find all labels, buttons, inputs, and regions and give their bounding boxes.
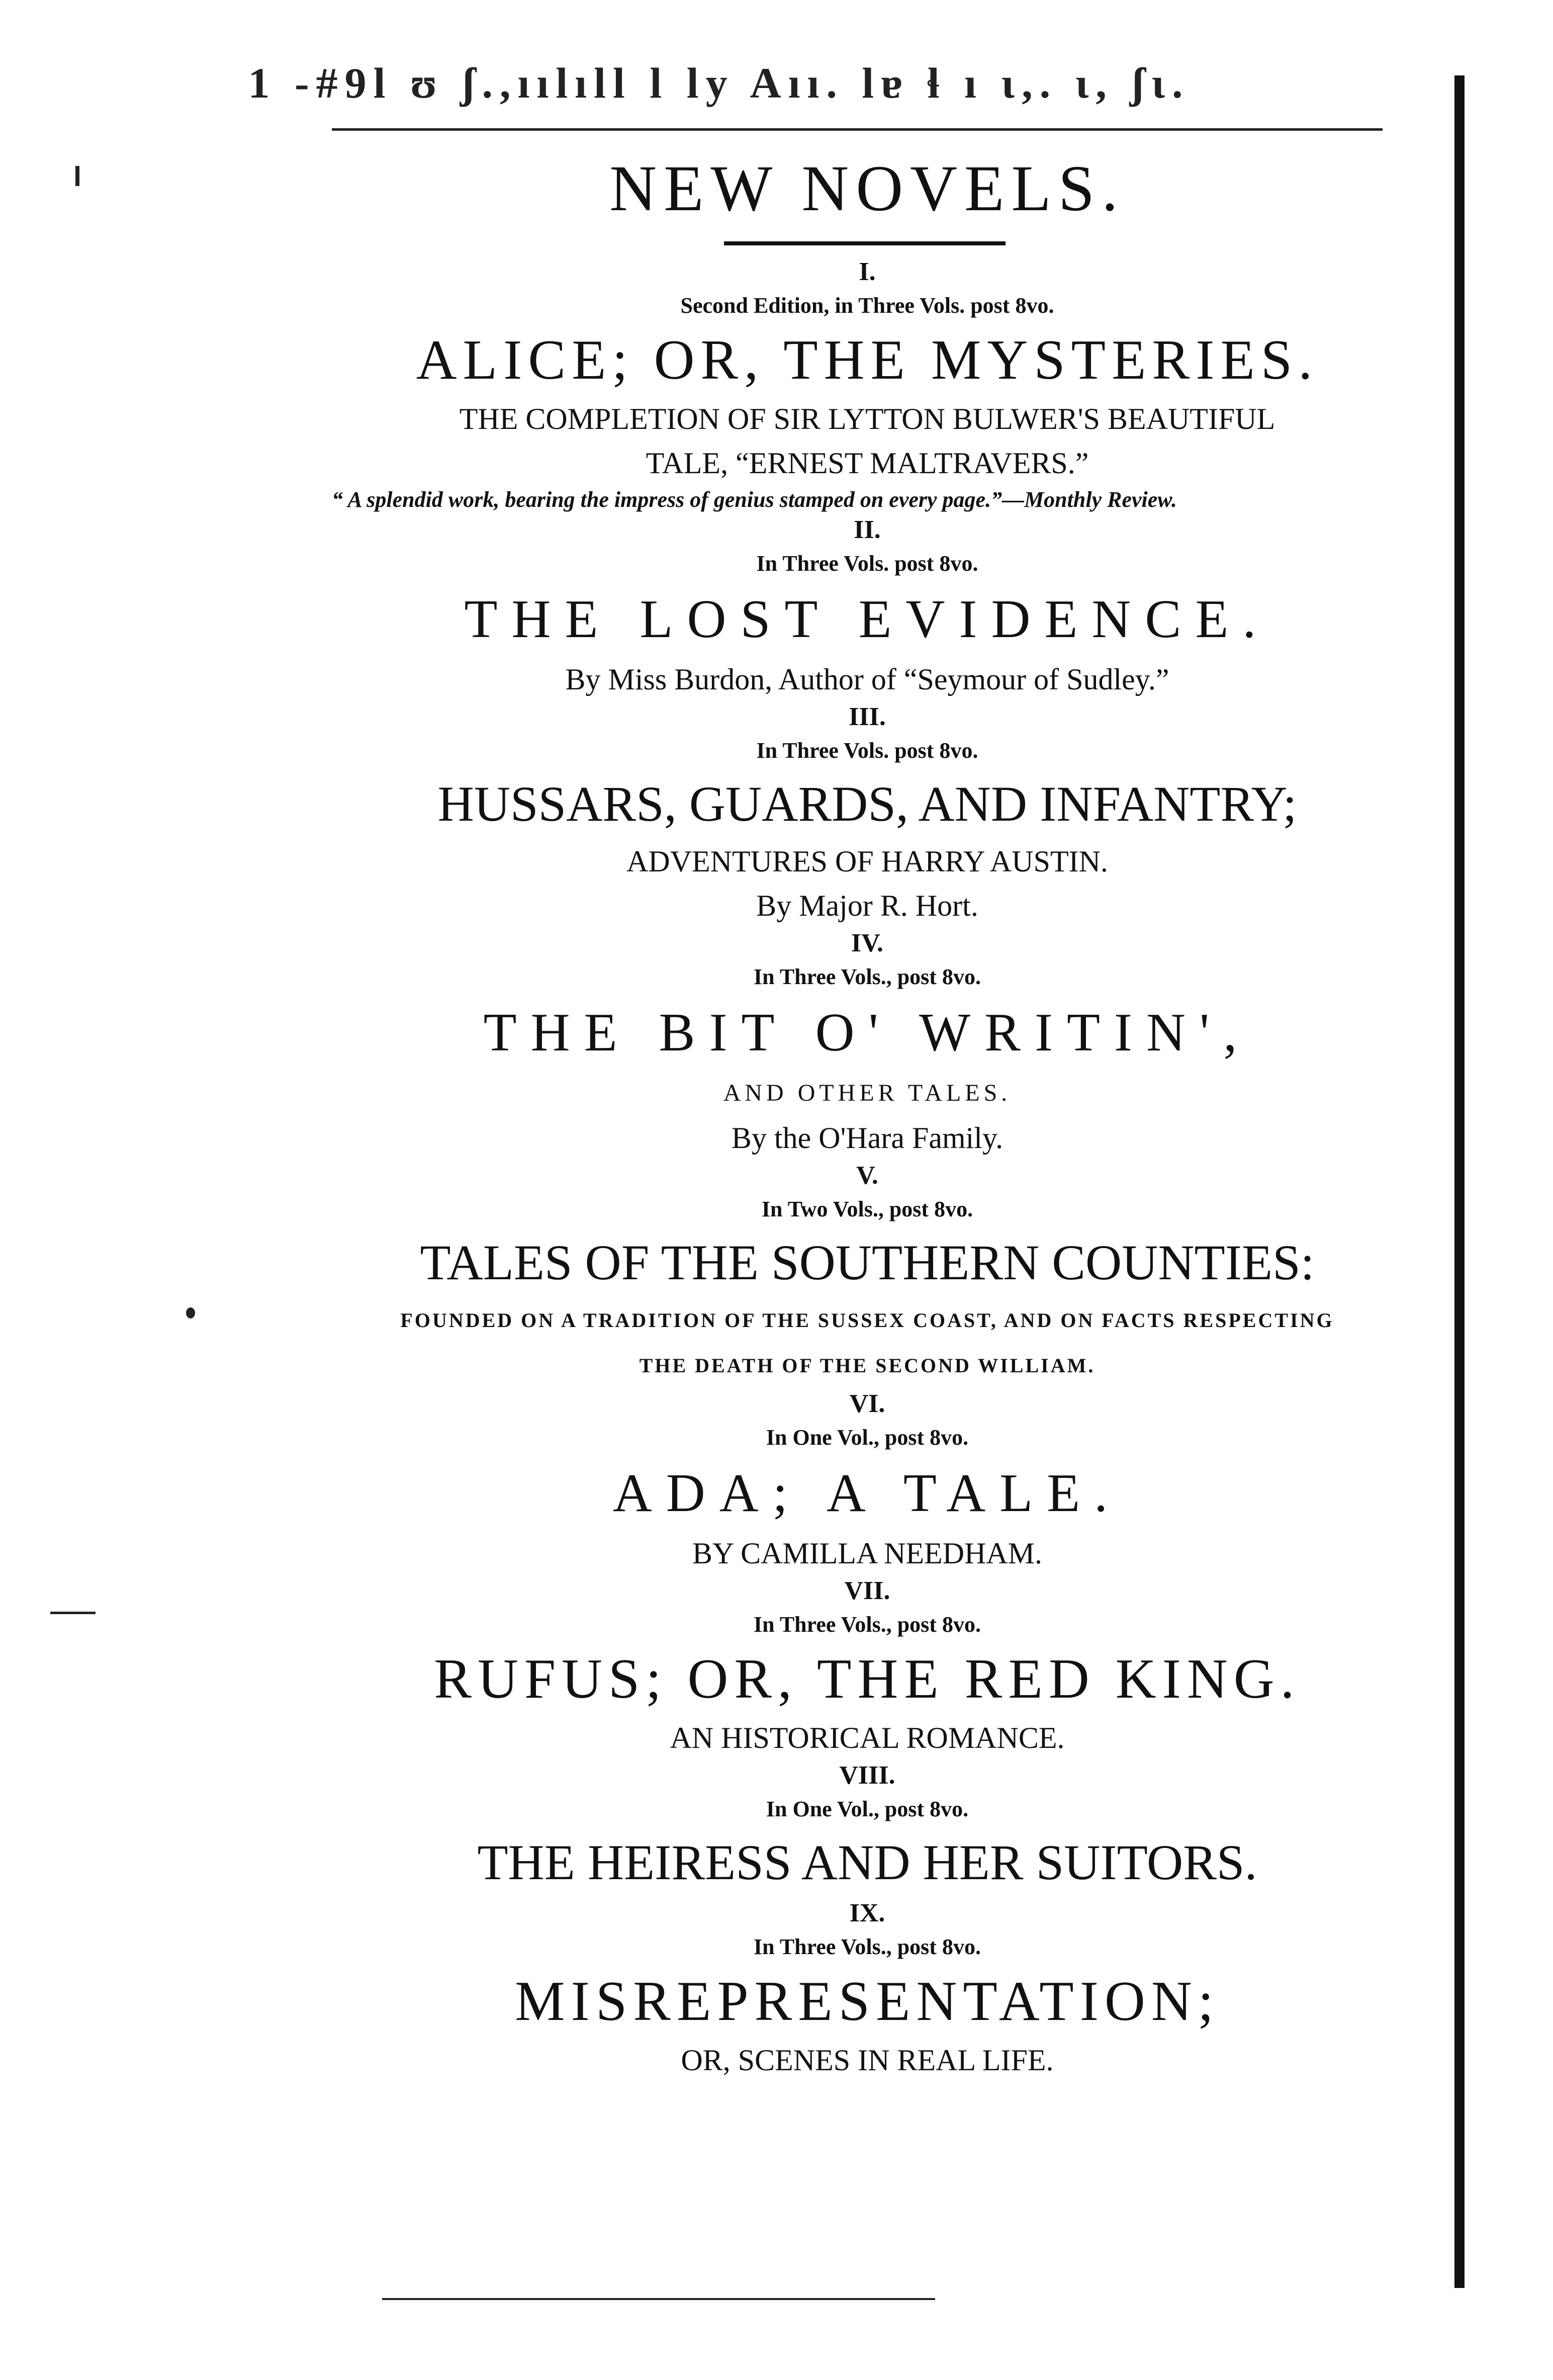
- entry-title: RUFUS; OR, THE RED KING.: [434, 1648, 1301, 1710]
- page-heading: NEW NOVELS.: [609, 152, 1125, 225]
- entry-number: VII.: [844, 1576, 890, 1605]
- header-garbled-text: 1 -#9l ʊ ʃ.,ıılıll l ly Aıı. lɐ ɬ ı ɩ,. ɩ, ʃɩ.: [248, 59, 1190, 107]
- entry-description: By Major R. Hort.: [756, 889, 978, 922]
- entry-8: [302, 1760, 1433, 1898]
- entry-title: MISREPRESENTATION;: [515, 1970, 1220, 2033]
- entry-description: AN HISTORICAL ROMANCE.: [670, 1721, 1065, 1754]
- entry-title: TALES OF THE SOUTHERN COUNTIES:: [420, 1235, 1315, 1290]
- entry-edition: In Three Vols. post 8vo.: [756, 738, 978, 763]
- entry-edition: Second Edition, in Three Vols. post 8vo.: [680, 293, 1054, 318]
- entry-number: IX.: [849, 1899, 885, 1927]
- entry-edition: In Three Vols., post 8vo.: [754, 1612, 981, 1637]
- entry-description: TALE, “ERNEST MALTRAVERS.”: [646, 447, 1089, 480]
- entry-description: THE DEATH OF THE SECOND WILLIAM.: [639, 1354, 1095, 1377]
- entry-1: [302, 256, 1433, 514]
- entry-edition: In Three Vols., post 8vo.: [754, 964, 981, 989]
- entry-number: IV.: [851, 929, 884, 957]
- entry-edition: In One Vol., post 8vo.: [766, 1425, 969, 1450]
- entry-2: [302, 514, 1433, 701]
- entry-description: OR, SCENES IN REAL LIFE.: [681, 2044, 1054, 2077]
- entries-list: [302, 256, 1433, 2082]
- entry-edition: In One Vol., post 8vo.: [766, 1797, 969, 1821]
- entry-title: THE LOST EVIDENCE.: [464, 589, 1270, 649]
- right-border-line: [1454, 75, 1465, 2288]
- entry-edition: In Three Vols. post 8vo.: [756, 551, 978, 576]
- entry-title: THE BIT O' WRITIN',: [483, 1003, 1251, 1063]
- entry-description: By Miss Burdon, Author of “Seymour of Sudley.”: [565, 663, 1169, 696]
- entry-3: [302, 701, 1433, 928]
- margin-mark: [75, 166, 79, 186]
- entry-title: ADA; A TALE.: [612, 1463, 1122, 1523]
- entry-description: THE COMPLETION OF SIR LYTTON BULWER'S BEAUTIFUL: [459, 402, 1275, 435]
- entry-5: [302, 1160, 1433, 1388]
- entry-description: By the O'Hara Family.: [731, 1121, 1003, 1155]
- margin-mark: [382, 2298, 935, 2300]
- entry-number: III.: [849, 702, 886, 731]
- entry-7: [302, 1575, 1433, 1760]
- entry-number: I.: [859, 257, 876, 286]
- entry-title: ALICE; OR, THE MYSTERIES.: [416, 329, 1319, 391]
- entry-6: [302, 1388, 1433, 1575]
- entry-number: II.: [854, 515, 881, 544]
- heading-rule: [724, 241, 1006, 245]
- entry-edition: In Two Vols., post 8vo.: [761, 1197, 973, 1221]
- margin-mark: [50, 1612, 96, 1614]
- entry-number: VI.: [849, 1389, 885, 1418]
- entry-4: [302, 928, 1433, 1160]
- top-rule: [332, 128, 1383, 131]
- entry-title: HUSSARS, GUARDS, AND INFANTRY;: [437, 776, 1297, 832]
- entry-title: THE HEIRESS AND HER SUITORS.: [477, 1834, 1257, 1890]
- entry-description: ADVENTURES OF HARRY AUSTIN.: [626, 845, 1108, 878]
- entry-edition: In Three Vols., post 8vo.: [754, 1934, 981, 1959]
- margin-mark: [186, 1307, 195, 1318]
- entry-description: AND OTHER TALES.: [723, 1080, 1012, 1106]
- entry-number: VIII.: [839, 1761, 895, 1790]
- entry-description: FOUNDED ON A TRADITION OF THE SUSSEX COAST, AND ON FACTS RESPECTING: [400, 1309, 1334, 1332]
- entry-description: BY CAMILLA NEEDHAM.: [692, 1537, 1043, 1570]
- entry-quote: “ A splendid work, bearing the impress of genius stamped on every page.”—Monthly Review.: [332, 487, 1177, 512]
- entry-9: [302, 1898, 1433, 2082]
- entry-number: V.: [856, 1161, 878, 1190]
